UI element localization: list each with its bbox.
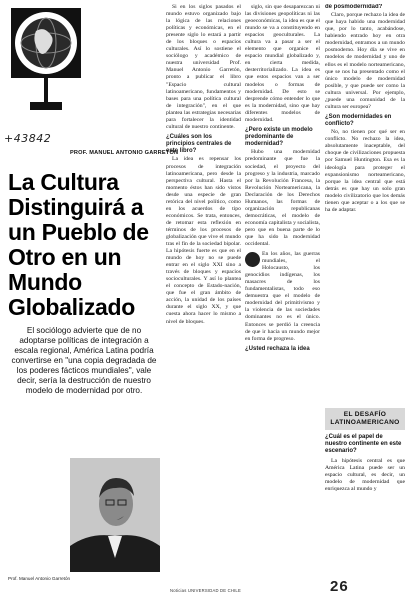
article-lede: El sociólogo advierte que de no adoptarse políticas de integración a escala regional, América Latina podría convertirse en "una copia degradada de los poderes fácticos mundiales", vale decir, sería la destrucción de nuestro modelo de modernidad por otro. — [11, 326, 157, 395]
interview-question: ¿Cuáles son los principios centrales de este libro? — [166, 133, 232, 155]
author-byline: PROF. MANUEL ANTONIO GARRETÓN — [70, 150, 179, 156]
author-photo — [70, 458, 160, 572]
text-column-1 — [166, 4, 241, 572]
text-column-2 — [245, 4, 320, 584]
paragraph: No, no tienen por qué ser en conflicto. No rechazo la idea, absolutamente inaceptable, del choque de civilizaciones propuesta por Samuel Huntington. Esa es la ideología para proteger el expansionismo norteamericano, porque la idea central que está detrás es que hay un solo gran modelo civilizatorio que los demás tienen que aceptar o a los que se ha de adaptar. — [325, 129, 405, 213]
dropcap-ornament — [245, 252, 260, 267]
globe-illustration — [8, 6, 84, 118]
sidebar-box-body — [325, 430, 405, 493]
paragraph: Claro, porque rechazo la idea de que haya habido una modernidad que, por lo tanto, acabándose, habiendo entrado hoy en otra modernidad, entramos a un mundo posmoderno. Hoy día se vive en modelos de modernidad y uno de ellos es el modelo norteamericano, que se nos ha presentado como el único modelo de modernidad posible, y que puede ser como la cultura universal. Por ejemplo, ¿puede una comunidad de la cultura ser europea? — [325, 12, 405, 110]
dropcap-paragraph — [245, 251, 320, 343]
paragraph: Si en los siglos pasados el mundo estuvo organizado bajo la lógica de las relaciones políticas y económicas, en el presente siglo lo estará a partir de los bloques o espacios culturales. Así lo sostiene el sociólogo y académico de nuestra universidad Prof. Manuel Antonio Garretón, pronto a publicar el libro "Espacio cultural latinoamericano, fundamentos y bases para una política cultural de integración", en el que plantea las estrategias necesarias para fortalecer la identidad cultural de nuestro continente. — [166, 4, 241, 130]
interview-question: ¿Cuál es el papel de nuestro continente en este escenario? — [325, 434, 402, 455]
sidebar-box — [325, 408, 405, 594]
sidebar-box-title: EL DESAFÍO LATINOAMERICANO — [325, 408, 405, 430]
paragraph: En los años, las guerras mundiales, el Holocausto, los genocidios indígenas, los masacres de los fundamentalistas, todo eso demuestra que el modelo de modernidad del primitivismo y la violencia de las sociedades dominantes no es el único. Entonces se perdió la creencia de que ir hacia un mundo mejor en forma de progreso. — [245, 251, 320, 342]
article-headline: La Cultura Distinguirá a un Pueblo de Otro en un Mundo Globalizado — [8, 169, 149, 320]
interview-question: ¿Pero existe un modelo predominante de modernidad? — [245, 126, 313, 148]
interview-question: de posmodernidad? — [325, 4, 383, 10]
footer-label: Noticias UNIVERSIDAD DE CHILE — [170, 588, 241, 593]
page-number: 26 — [330, 578, 349, 595]
interview-question: ¿Son modernidades en conflicto? — [325, 113, 392, 128]
interview-question: ¿Usted rechaza la idea — [245, 345, 310, 352]
paragraph: La idea es repensar los procesos de integración latinoamericana, pero desde la perspectiva cultural. Hasta el momento éstos han sido vistos desde una especie de gran retórica del nivel político, como en los acuerdos de tipo económicos. Se trata, entonces, de retomar esta reflexión en términos de los procesos de globalización que vive el mundo tras el fin de la sociedad bipolar. La hipótesis fuerte es que en el mundo de hoy no se puede entrar en el siglo XXI sino a través de bloques y espacios socioculturales. Y así lo plantea el concepto de Estado-nación, que fue el gran ámbito de acción, la unidad de los países durante el siglo XX, y que cuesta ahora hacer lo mismo a nivel de bloques. — [166, 156, 241, 325]
text-column-3 — [325, 4, 405, 390]
paragraph: Hubo una modernidad predominante que fue la sociedad, el proyecto del progreso y la industria, marcado por la Revolución Francesa, la Revolución Norteamericana, la Declaración de los Derechos Humanos, las formas de organización republicanas democráticas, el modelo de economía capitalista y socialista, pero que en buena parte de lo que ha sido la modernidad occidental. — [245, 149, 320, 248]
paragraph: La hipótesis central es que América Latina puede ser un espacio cultural, es decir, un modelo de modernidad que enriquezca al mundo y — [325, 457, 405, 492]
handwritten-note: +43842 — [4, 132, 52, 145]
photo-caption: Prof. Manuel Antonio Garretón — [8, 576, 71, 581]
paragraph: siglo, sin que desaparezcan ni las divisiones geopolíticas ni las geoeconómicas, la idea es que el mundo se va a constituyendo en espacios geoculturales. La cultura va a pasar a ser el elemento que organice el espacio mundial globalizado y, en cierta medida, desterritorializado. La idea es que estos espacios van a ser modelos o formas de modernidad. De esto se desprende cómo entender lo que es la modernidad, sino que hay diferentes modelos de modernidad. — [245, 4, 320, 123]
